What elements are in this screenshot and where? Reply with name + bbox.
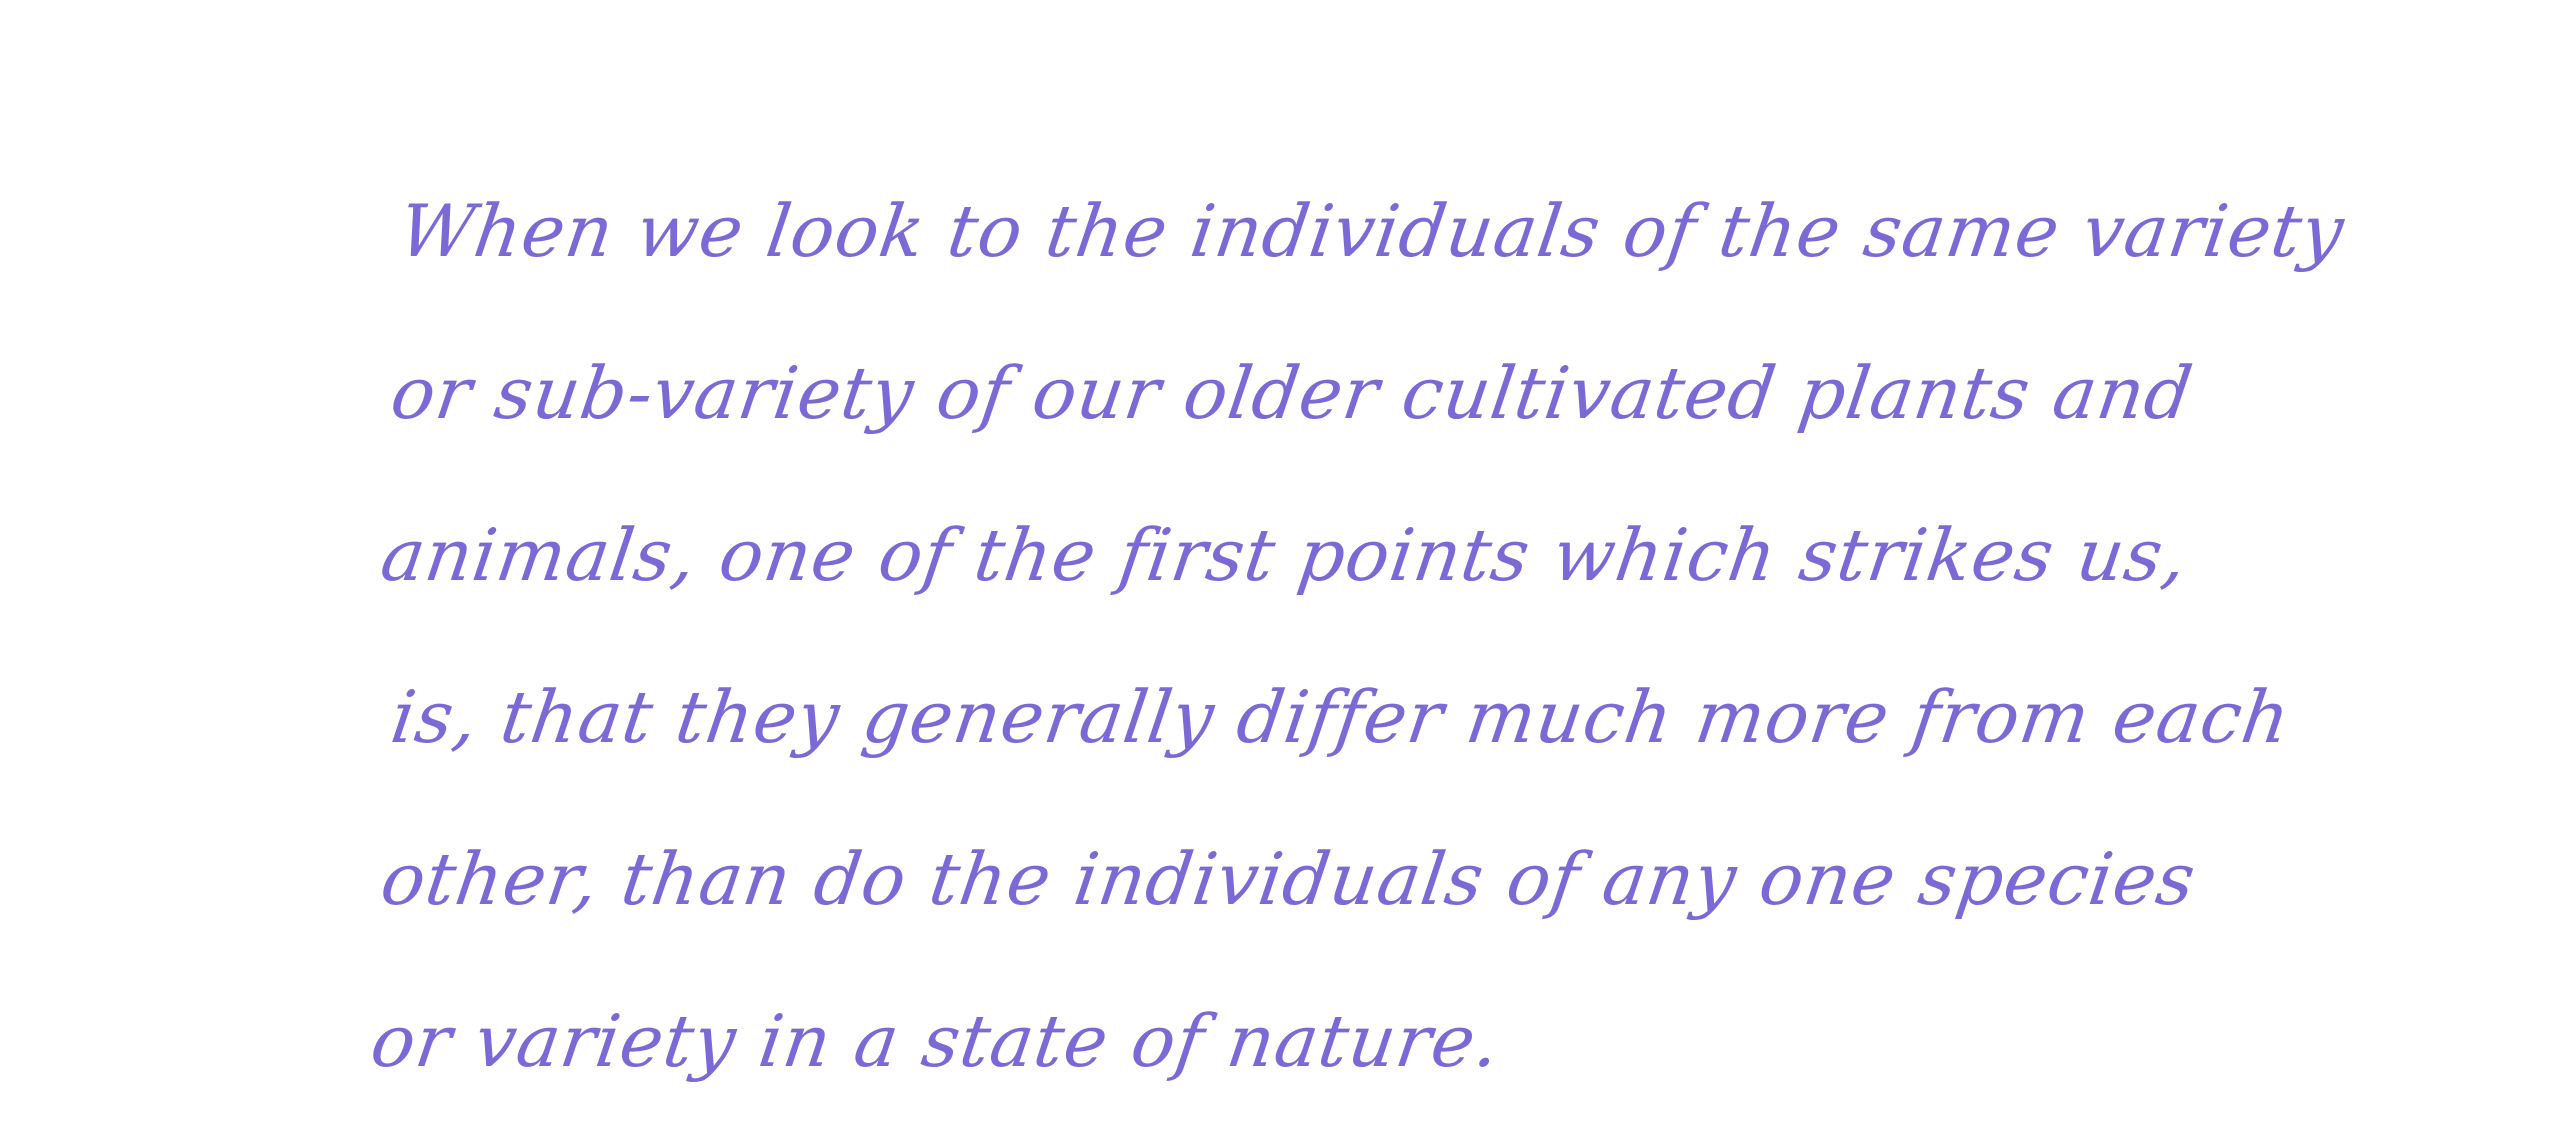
handwritten-line-5: other, than do the individuals of any one species: [376, 837, 2202, 921]
handwritten-line-4: is, that they generally differ much more from each: [386, 675, 2296, 759]
handwritten-paragraph: [360, 150, 2350, 1122]
handwritten-line-6: or variety in a state of nature.: [366, 999, 1506, 1083]
handwritten-line-2: or sub-variety of our older cultivated plants and: [386, 351, 2199, 435]
handwritten-line-1: When we look to the individuals of the same variety: [394, 189, 2350, 273]
handwritten-line-3: animals, one of the first points which strikes us,: [376, 513, 2193, 597]
